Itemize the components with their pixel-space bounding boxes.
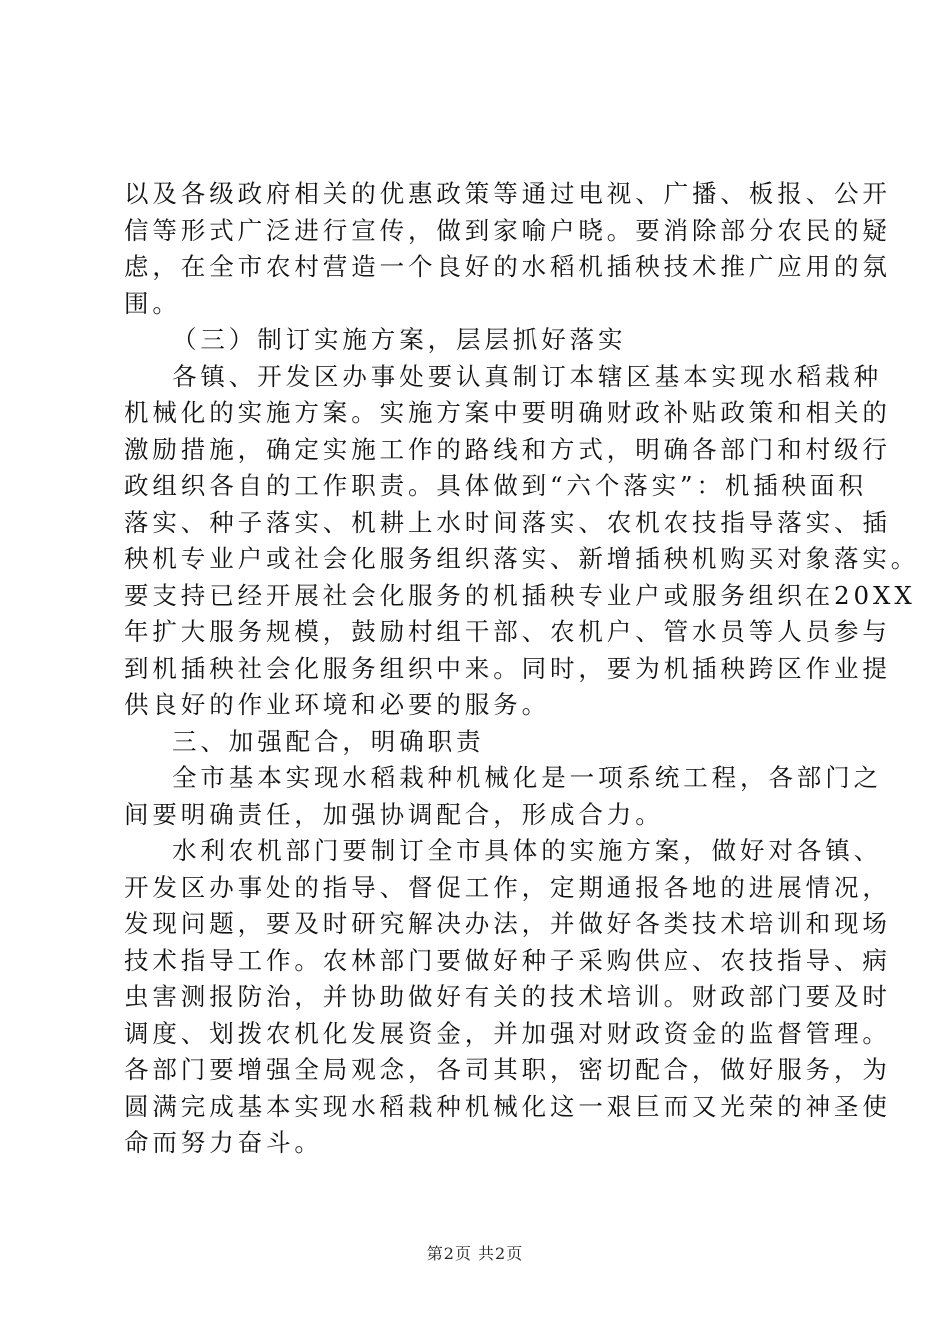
text-line: 各部门要增强全局观念，各司其职，密切配合，做好服务，为	[124, 1055, 891, 1084]
text-line: 机械化的实施方案。实施方案中要明确财政补贴政策和相关的	[124, 398, 891, 427]
text-line: 信等形式广泛进行宣传，做到家喻户晓。要消除部分农民的疑	[124, 215, 891, 245]
text-line: 技术指导工作。农林部门要做好种子采购供应、农技指导、病	[124, 945, 891, 975]
text-line: 政组织各自的工作职责。具体做到“六个落实”：机插秧面积	[124, 471, 867, 500]
text-line: 开发区办事处的指导、督促工作，定期通报各地的进展情况，	[124, 872, 891, 902]
document-body	[124, 176, 920, 1162]
text-line: 围。	[124, 288, 181, 318]
text-line: 三、加强配合，明确职责	[172, 726, 485, 756]
text-line: 激励措施，确定实施工作的路线和方式，明确各部门和村级行	[124, 434, 891, 464]
text-line: 各镇、开发区办事处要认真制订本辖区基本实现水稻栽种	[172, 361, 882, 391]
text-line: 命而努力奋斗。	[124, 1128, 323, 1157]
text-line: 间要明确责任，加强协调配合，形成合力。	[124, 799, 664, 829]
text-line: 年扩大服务规模，鼓励村组干部、农机户、管水员等人员参与	[124, 617, 891, 646]
text-line: （三）制订实施方案，层层抓好落实	[172, 325, 627, 354]
text-line: 以及各级政府相关的优惠政策等通过电视、广播、板报、公开	[124, 179, 891, 208]
text-line: 虫害测报防治，并协助做好有关的技术培训。财政部门要及时	[124, 982, 891, 1011]
text-line: 供良好的作业环境和必要的服务。	[124, 690, 550, 719]
text-line: 全市基本实现水稻栽种机械化是一项系统工程，各部门之	[172, 763, 882, 792]
text-line: 虑，在全市农村营造一个良好的水稻机插秧技术推广应用的氛	[124, 252, 891, 281]
text-line: 圆满完成基本实现水稻栽种机械化这一艰巨而又光荣的神圣使	[124, 1091, 891, 1121]
text-line: 到机插秧社会化服务组织中来。同时，要为机插秧跨区作业提	[124, 653, 891, 683]
text-line: 水利农机部门要制订全市具体的实施方案，做好对各镇、	[172, 836, 882, 865]
text-line: 调度、划拨农机化发展资金，并加强对财政资金的监督管理。	[124, 1018, 891, 1048]
text-line: 发现问题，要及时研究解决办法，并做好各类技术培训和现场	[124, 909, 891, 938]
text-line: 秧机专业户或社会化服务组织落实、新增插秧机购买对象落实。	[124, 544, 920, 573]
page-footer: 第2页 共2页	[426, 1244, 524, 1263]
text-line: 落实、种子落实、机耕上水时间落实、农机农技指导落实、插	[124, 507, 891, 537]
text-line: 要支持已经开展社会化服务的机插秧专业户或服务组织在20XX	[124, 580, 916, 610]
